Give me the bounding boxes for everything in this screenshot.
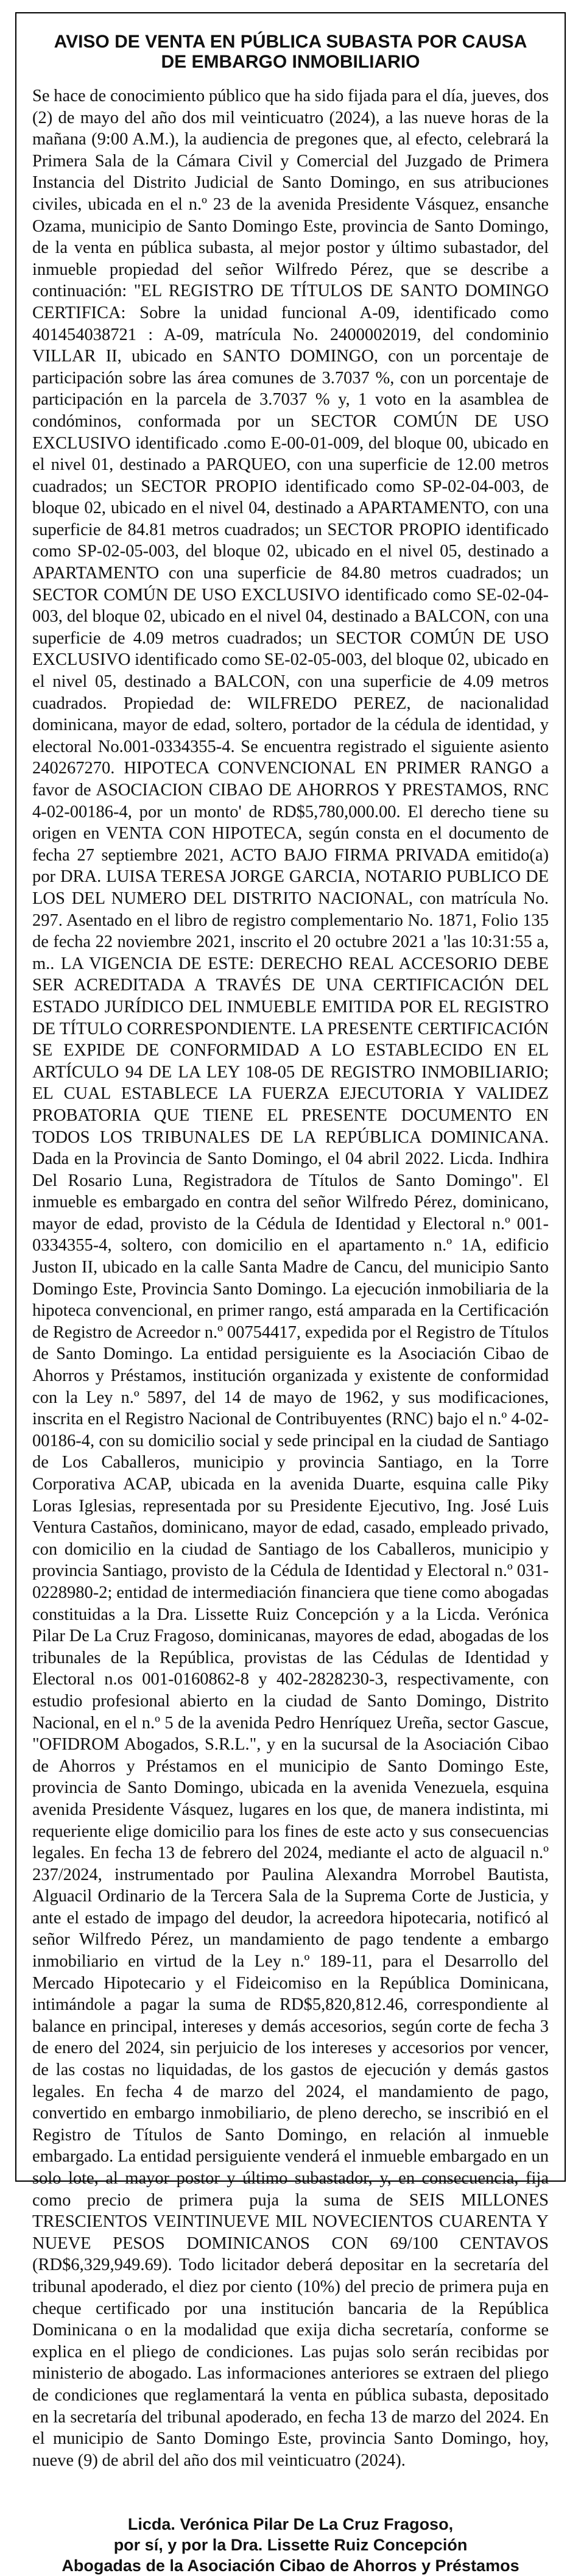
signature-line-3: Abogadas de la Asociación Cibao de Ahorros y Préstamos	[62, 2556, 519, 2575]
notice-title-line-2: DE EMBARGO INMOBILIARIO	[161, 52, 420, 72]
signature-line-2: por sí, y por la Dra. Lissette Ruiz Concepción	[113, 2536, 468, 2555]
signature-block	[32, 2514, 549, 2576]
signature-line-1: Licda. Verónica Pilar De La Cruz Fragoso,	[127, 2515, 454, 2534]
notice-title-line-1: AVISO DE VENTA EN PÚBLICA SUBASTA POR CAUSA	[54, 32, 527, 52]
legal-notice	[15, 12, 566, 2575]
notice-title	[32, 32, 549, 72]
notice-body: Se hace de conocimiento público que ha sido fijada para el día, jueves, dos (2) de mayo del año dos mil veinticuatro (2024), a las nueve horas de la mañana (9:00 A.M.), la audiencia de pregones que, al efecto, celebrará la Primera Sala de la Cámara Civil y Comercial del Juzgado de Primera Instancia del Distrito Judicial de Santo Domingo, en sus atribuciones civiles, ubicada en el n.º 23 de la avenida Presidente Vásquez, ensanche Ozama, municipio de Santo Domingo Este, provincia de Santo Domingo, de la venta en pública subasta, al mejor postor y último subastador, del inmueble propiedad del señor Wilfredo Pérez, que se describe a continuación: "EL REGISTRO DE TÍTULOS DE SANTO DOMINGO CERTIFICA: Sobre la unidad funcional A-09, identificado como 401454038721 : A-09, matrícula No. 2400002019, del condominio VILLAR II, ubicado en SANTO DOMINGO, con un porcentaje de participación sobre las área comunes de 3.7037 %, con un porcentaje de participación en la parcela de 3.7037 % y, 1 voto en la asamblea de condóminos, conformada por un SECTOR COMÚN DE USO EXCLUSIVO identificado .como E-00-01-009, del bloque 00, ubicado en el nivel 01, destinado a PARQUEO, con una superficie de 12.00 metros cuadrados; un SECTOR PROPIO identificado como SP-02-04-003, de bloque 02, ubicado en el nivel 04, destinado a APARTAMENTO, con una superficie de 84.81 metros cuadrados; un SECTOR PROPIO identificado como SP-02-05-003, del bloque 02, ubicado en el nivel 05, destinado a APARTAMENTO con una superficie de 84.80 metros cuadrados; un SECTOR COMÚN DE USO EXCLUSIVO identificado como SE-02-04- 003, del bloque 02, ubicado en el nivel 04, destinado a BALCON, con una superficie de 4.09 metros cuadrados; un SECTOR COMÚN DE USO EXCLUSIVO identificado como SE-02-05-003, del bloque 02, ubicado en el nivel 05, destinado a BALCON, con una superficie de 4.09 metros cuadrados. Propiedad de: WILFREDO PEREZ, de nacionalidad dominicana, mayor de edad, soltero, portador de la cédula de identidad, y electoral No.001-0334355-4. Se encuentra registrado el siguiente asiento 240267270. HIPOTECA CONVENCIONAL EN PRIMER RANGO a favor de ASOCIACION CIBAO DE AHORROS Y PRESTAMOS, RNC 4-02-00186-4, por un monto' de RD$5,780,000.00. El derecho tiene su origen en VENTA CON HIPOTECA, según consta en el documento de fecha 27 septiembre 2021, ACTO BAJO FIRMA PRIVADA emitido(a) por DRA. LUISA TERESA JORGE GARCIA, NOTARIO PUBLICO DE LOS DEL NUMERO DEL DISTRITO NACIONAL, con matrícula No. 297. Asentado en el libro de registro complementario No. 1871, Folio 135 de fecha 22 noviembre 2021, inscrito el 20 octubre 2021 a 'las 10:31:55 a, m.. LA VIGENCIA DE ESTE: DERECHO REAL ACCESORIO DEBE SER ACREDITADA A TRAVÉS DE UNA CERTIFICACIÓN DEL ESTADO JURÍDICO DEL INMUEBLE EMITIDA POR EL REGISTRO DE TÍTULO CORRESPONDIENTE. LA PRESENTE CERTIFICACIÓN SE EXPIDE DE CONFORMIDAD A LO ESTABLECIDO EN EL ARTÍCULO 94 DE LA LEY 108-05 DE REGISTRO INMOBILIARIO; EL CUAL ESTABLECE LA FUERZA EJECUTORIA Y VALIDEZ PROBATORIA QUE TIENE EL PRESENTE DOCUMENTO EN TODOS LOS TRIBUNALES DE LA REPÚBLICA DOMINICANA. Dada en la Provincia de Santo Domingo, el 04 abril 2022. Licda. Indhira Del Rosario Luna, Registradora de Títulos de Santo Domingo". El inmueble es embargado en contra del señor Wilfredo Pérez, dominicano, mayor de edad, provisto de la Cédula de Identidad y Electoral n.º 001-0334355-4, soltero, con domicilio en el apartamento n.º 1A, edificio Juston II, ubicado en la calle Santa Madre de Cancu, del municipio Santo Domingo Este, Provincia Santo Domingo. La ejecución inmobiliaria de la hipoteca convencional, en primer rango, está amparada en la Certificación de Registro de Acreedor n.º 00754417, expedida por el Registro de Títulos de Santo Domingo. La entidad persiguiente es la Asociación Cibao de Ahorros y Préstamos, institución organizada y existente de conformidad con la Ley n.º 5897, del 14 de mayo de 1962, y sus modificaciones, inscrita en el Registro Nacional de Contribuyentes (RNC) bajo el n.º 4-02-00186-4, con su domicilio social y sede principal en la ciudad de Santiago de Los Caballeros, municipio y provincia Santiago, en la Torre Corporativa ACAP, ubicada en la avenida Duarte, esquina calle Piky Loras Iglesias, representada por su Presidente Ejecutivo, Ing. José Luis Ventura Castaños, dominicano, mayor de edad, casado, empleado privado, con domicilio en la ciudad de Santiago de los Caballeros, municipio y provincia Santiago, provisto de la Cédula de Identidad y Electoral n.º 031-0228980-2; entidad de intermediación financiera que tiene como abogadas constituidas a la Dra. Lissette Ruiz Concepción y a la Licda. Verónica Pilar De La Cruz Fragoso, dominicanas, mayores de edad, abogadas de los tribunales de la República, provistas de las Cédulas de Identidad y Electoral n.os 001-0160862-8 y 402-2828230-3, respectivamente, con estudio profesional abierto en la ciudad de Santo Domingo, Distrito Nacional, en el n.º 5 de la avenida Pedro Henríquez Ureña, sector Gascue, "OFIDROM Abogados, S.R.L.", y en la sucursal de la Asociación Cibao de Ahorros y Préstamos en el municipio de Santo Domingo Este, provincia de Santo Domingo, ubicada en la avenida Venezuela, esquina avenida Presidente Vásquez, lugares en los que, de manera indistinta, mi requeriente elige domicilio para los fines de este acto y sus consecuencias legales. En fecha 13 de febrero del 2024, mediante el acto de alguacil n.º 237/2024, instrumentado por Paulina Alexandra Morrobel Bautista, Alguacil Ordinario de la Tercera Sala de la Suprema Corte de Justicia, y ante el estado de impago del deudor, la acreedora hipotecaria, notificó al señor Wilfredo Pérez, un mandamiento de pago tendente a embargo inmobiliario en virtud de la Ley n.º 189-11, para el Desarrollo del Mercado Hipotecario y el Fideicomiso en la República Dominicana, intimándole a pagar la suma de RD$5,820,812.46, correspondiente al balance en principal, intereses y demás accesorios, según corte de fecha 3 de enero del 2024, sin perjuicio de los intereses y accesorios por vencer, de las costas no liquidadas, de los gastos de ejecución y demás gastos legales. En fecha 4 de marzo del 2024, el mandamiento de pago, convertido en embargo inmobiliario, de pleno derecho, se inscribió en el Registro de Títulos de Santo Domingo, en relación al inmueble embargado. La entidad persiguiente venderá el inmueble embargado en un solo lote, al mayor postor y último subastador, y, en consecuencia, fija como precio de primera puja la suma de SEIS MILLONES TRESCIENTOS VEINTINUEVE MIL NOVECIENTOS CUARENTA Y NUEVE PESOS DOMINICANOS CON 69/100 CENTAVOS (RD$6,329,949.69). Todo licitador deberá depositar en la secretaría del tribunal apoderado, el diez por ciento (10%) del precio de primera puja en cheque certificado por una institución bancaria de la República Dominicana o en la modalidad que exija dicha secretaría, conforme se explica en el pliego de condiciones. Las pujas solo serán recibidas por ministerio de abogado. Las informaciones anteriores se extraen del pliego de condiciones que reglamentará la venta en pública subasta, depositado en la secretaría del tribunal apoderado, en fecha 13 de marzo del 2024. En el municipio de Santo Domingo Este, provincia Santo Domingo, hoy, nueve (9) de abril del año dos mil veinticuatro (2024).	[32, 87, 549, 2470]
